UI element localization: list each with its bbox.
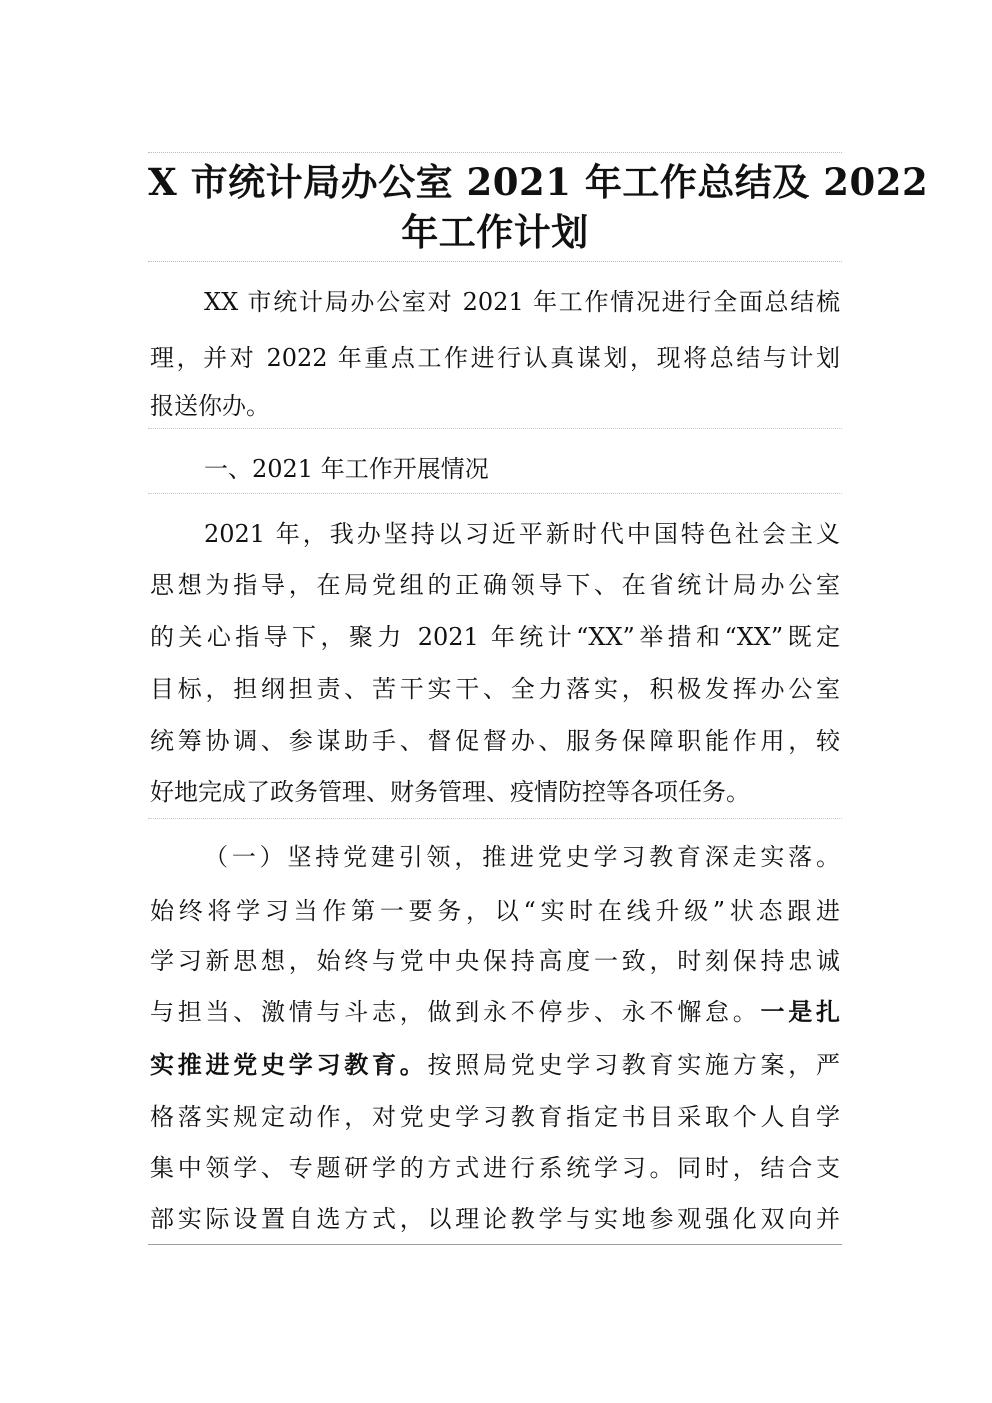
bottom-rule — [148, 1244, 842, 1245]
para2-line-2: 始终将学习当作第一要务，以“实时在线升级”状态跟进 — [150, 882, 840, 940]
para1-line-2: 思想为指导，在局党组的正确领导下、在省统计局办公室 — [150, 556, 840, 614]
para2-line-5-bold: 实推进党史学习教育。 — [150, 1050, 428, 1079]
para2-line-3: 学习新思想，始终与党中央保持高度一致，时刻保持忠诚 — [150, 932, 840, 990]
separator — [148, 428, 842, 429]
intro-line-2: 理，并对 2022 年重点工作进行认真谋划，现将总结与计划 — [150, 329, 840, 387]
para1-line-5: 统筹协调、参谋助手、督促督办、服务保障职能作用，较 — [150, 712, 840, 770]
para2-line-4-bold: 一是扎 — [760, 997, 840, 1026]
intro-line-1: XX 市统计局办公室对 2021 年工作情况进行全面总结梳 — [204, 288, 840, 316]
title-line-2: 年工作计划 — [401, 210, 589, 254]
para1-line-6: 好地完成了政务管理、财务管理、疫情防控等各项任务。 — [150, 778, 750, 806]
para2-line-8: 部实际设置自选方式，以理论教学与实地参观强化双向并 — [150, 1190, 840, 1248]
separator — [148, 493, 842, 494]
para2-line-4-text: 与担当、激情与斗志，做到永不停步、永不懈怠。 — [150, 998, 761, 1026]
para1-line-4: 目标，担纲担责、苦干实干、全力落实，积极发挥办公室 — [150, 660, 840, 718]
separator — [148, 818, 842, 819]
para2-line-7: 集中领学、专题研学的方式进行系统学习。同时，结合支 — [150, 1154, 840, 1182]
para2-line-5-text: 按照局党史学习教育实施方案，严 — [427, 1051, 840, 1079]
para1-line-1: 2021 年，我办坚持以习近平新时代中国特色社会主义 — [150, 505, 840, 563]
intro-line-3: 报送你办。 — [150, 392, 270, 420]
document-title — [148, 152, 929, 262]
para1-line-3: 的关心指导下，聚力 2021 年统计“XX”举措和“XX”既定 — [150, 623, 840, 651]
section-heading: 一、2021 年工作开展情况 — [204, 455, 489, 483]
para2-line-5 — [150, 1036, 840, 1094]
para2-line-6: 格落实规定动作，对党史学习教育指定书目采取个人自学 — [150, 1088, 840, 1146]
para2-line-1: （一）坚持党建引领，推进党史学习教育深走实落。 — [150, 828, 840, 886]
title-line-1: X 市统计局办公室 2021 年工作总结及 2022 — [148, 160, 929, 204]
para2-line-4 — [150, 983, 840, 1041]
